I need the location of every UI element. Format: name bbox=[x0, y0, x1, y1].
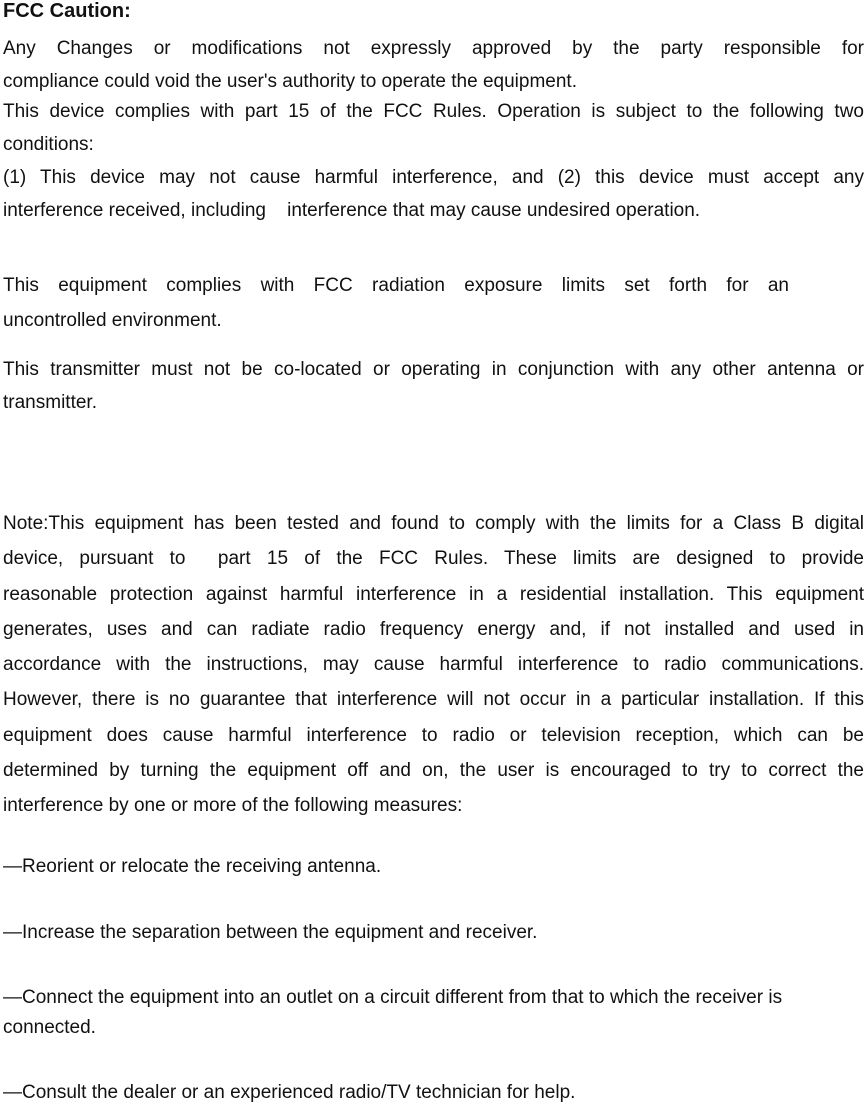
note-line: accordance with the instructions, may cause harmful interference to radio communications. bbox=[3, 654, 864, 675]
note-line: equipment does cause harmful interference to radio or television reception, which can be bbox=[3, 725, 864, 746]
note-line: determined by turning the equipment off and on, the user is encouraged to try to correct the bbox=[3, 760, 864, 781]
paragraph-line: Any Changes or modifications not expressly approved by the party responsible for bbox=[3, 38, 864, 59]
measure-item: —Increase the separation between the equipment and receiver. bbox=[3, 922, 538, 943]
measure-item: —Connect the equipment into an outlet on a circuit different from that to which the receiver is bbox=[3, 987, 783, 1008]
measure-item-continuation: connected. bbox=[3, 1017, 96, 1038]
note-line: Note:This equipment has been tested and found to comply with the limits for a Class B digital bbox=[3, 513, 864, 534]
paragraph-line: uncontrolled environment. bbox=[3, 310, 222, 331]
paragraph-line: This device complies with part 15 of the FCC Rules. Operation is subject to the following two bbox=[3, 101, 864, 122]
paragraph-line: interference received, including interference that may cause undesired operation. bbox=[3, 200, 701, 221]
note-line: device, pursuant to part 15 of the FCC Rules. These limits are designed to provide bbox=[3, 548, 864, 569]
note-line: interference by one or more of the following measures: bbox=[3, 795, 463, 816]
note-line: However, there is no guarantee that interference will not occur in a particular installation. If this bbox=[3, 689, 864, 710]
paragraph-line: compliance could void the user's authority to operate the equipment. bbox=[3, 71, 577, 92]
paragraph-line: This transmitter must not be co-located or operating in conjunction with any other antenna or bbox=[3, 359, 864, 380]
note-line: generates, uses and can radiate radio frequency energy and, if not installed and used in bbox=[3, 619, 864, 640]
paragraph-line: conditions: bbox=[3, 134, 94, 155]
paragraph-line: transmitter. bbox=[3, 392, 97, 413]
measure-item: —Reorient or relocate the receiving antenna. bbox=[3, 856, 382, 877]
paragraph-line: This equipment complies with FCC radiation exposure limits set forth for an bbox=[3, 275, 789, 296]
paragraph-line: (1) This device may not cause harmful interference, and (2) this device must accept any bbox=[3, 167, 864, 188]
measure-item: —Consult the dealer or an experienced radio/TV technician for help. bbox=[3, 1082, 576, 1103]
note-line: reasonable protection against harmful interference in a residential installation. This equipment bbox=[3, 584, 864, 605]
fcc-caution-title: FCC Caution: bbox=[3, 0, 131, 22]
